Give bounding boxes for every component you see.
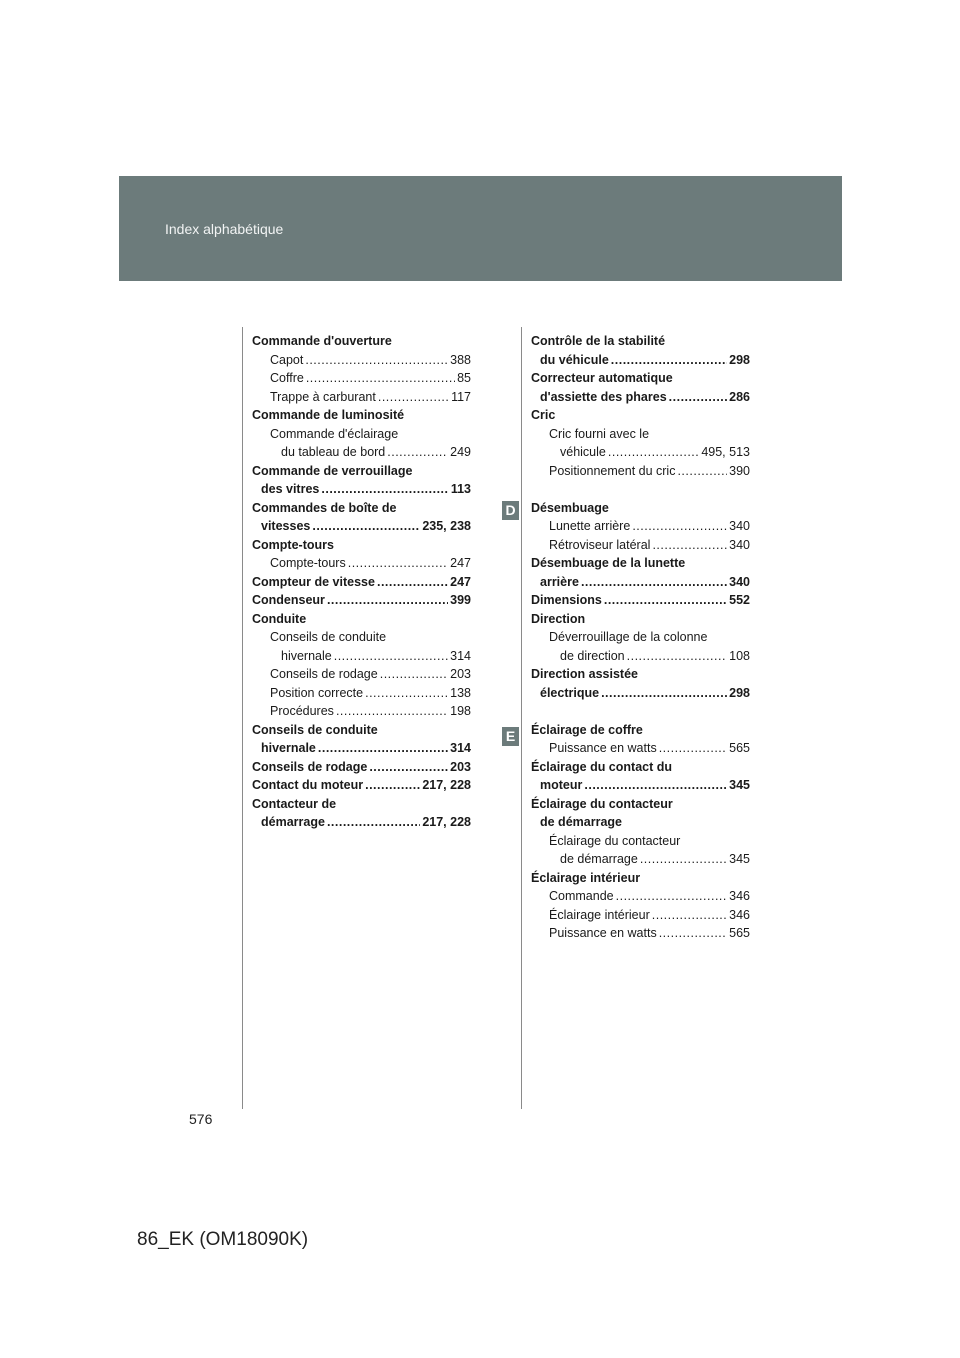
dot-leader [365, 776, 420, 795]
entry-label: Conseils de conduite [270, 628, 471, 647]
entry-label: véhicule [560, 445, 606, 459]
entry-label: Éclairage du contacteur [531, 795, 750, 814]
index-heading [531, 332, 750, 351]
entry-label: Compteur de vitesse [252, 574, 375, 589]
page-reference[interactable]: 340 [729, 537, 750, 552]
entry-label: des vitres [261, 482, 320, 496]
index-heading [252, 425, 471, 444]
entry-label: Trappe à carburant [270, 389, 376, 404]
page-reference[interactable]: 247 [450, 556, 471, 570]
index-heading [252, 332, 471, 351]
index-heading [252, 795, 471, 814]
page-reference[interactable]: 117 [451, 389, 471, 404]
index-entry [531, 647, 750, 666]
index-heading [531, 369, 750, 388]
entry-label: Commande [549, 889, 614, 903]
page-reference[interactable]: 390 [729, 463, 750, 478]
index-entry [531, 739, 750, 758]
index-heading [531, 813, 750, 832]
dot-leader [608, 443, 699, 462]
dot-leader [348, 554, 448, 573]
section-title: Index alphabétique [165, 221, 284, 237]
entry-label: Dimensions [531, 593, 602, 607]
index-heading [252, 406, 471, 425]
index-heading [252, 628, 471, 647]
page-reference[interactable]: 85 [457, 371, 471, 385]
index-entry [252, 369, 471, 388]
index-entry [252, 591, 471, 610]
index-entry [531, 591, 750, 610]
page-reference[interactable]: 249 [450, 445, 471, 459]
index-entry [531, 517, 750, 536]
entry-label: du tableau de bord [281, 445, 386, 459]
page-reference[interactable]: 565 [729, 926, 750, 940]
page-reference[interactable]: 203 [450, 667, 471, 681]
index-entry [252, 665, 471, 684]
index-column-right [531, 332, 750, 943]
page-reference[interactable]: 138 [450, 685, 471, 700]
entry-label: hivernale [261, 741, 316, 755]
dot-leader [305, 351, 448, 370]
page-reference[interactable]: 298 [729, 352, 750, 367]
letter-tab-e: E [502, 727, 519, 746]
dot-leader [318, 739, 448, 758]
dot-leader [652, 906, 727, 925]
page-reference[interactable]: 388 [450, 352, 471, 367]
page-reference[interactable]: 198 [450, 704, 471, 718]
index-entry [252, 647, 471, 666]
entry-label: Commande de luminosité [252, 406, 471, 425]
entry-label: Conseils de conduite [252, 721, 471, 740]
index-entry [531, 887, 750, 906]
page-reference[interactable]: 298 [729, 685, 750, 700]
index-heading [252, 536, 471, 555]
page-reference[interactable]: 495, 513 [701, 445, 750, 459]
dot-leader [377, 573, 448, 592]
index-entry [531, 573, 750, 592]
document-code: 86_EK (OM18090K) [137, 1229, 309, 1250]
page-reference[interactable]: 217, 228 [422, 778, 471, 792]
entry-label: électrique [540, 685, 600, 700]
dot-leader [312, 517, 420, 536]
page-reference[interactable]: 113 [450, 482, 471, 496]
entry-label: Commande de verrouillage [252, 462, 471, 481]
page-reference[interactable]: 345 [729, 778, 750, 792]
index-heading [531, 721, 750, 740]
page-reference[interactable]: 247 [450, 574, 471, 589]
entry-label: Commandes de boîte de [252, 499, 471, 518]
letter-tab-d: D [502, 501, 519, 520]
entry-label: Déverrouillage de la colonne [549, 628, 750, 647]
index-entry [531, 776, 750, 795]
entry-label: Conseils de rodage [252, 759, 368, 774]
entry-label: du véhicule [540, 352, 609, 367]
dot-leader [380, 665, 448, 684]
index-entry [252, 388, 471, 407]
index-heading [531, 665, 750, 684]
page-reference[interactable]: 346 [729, 907, 750, 922]
entry-label: Cric [531, 406, 750, 425]
dot-leader [387, 443, 448, 462]
dot-leader [327, 591, 448, 610]
index-entry [531, 850, 750, 869]
page-reference[interactable]: 235, 238 [422, 519, 471, 533]
index-heading [531, 554, 750, 573]
entry-label: Lunette arrière [549, 519, 631, 533]
dot-leader [378, 388, 449, 407]
index-entry [252, 739, 471, 758]
index-heading [531, 406, 750, 425]
dot-leader [627, 647, 728, 666]
entry-label: Éclairage du contact du [531, 758, 750, 777]
index-heading [531, 869, 750, 888]
entry-label: Positionnement du cric [549, 463, 676, 478]
index-entry [252, 517, 471, 536]
index-heading [531, 628, 750, 647]
page-reference[interactable]: 314 [450, 648, 471, 663]
dot-leader [640, 850, 727, 869]
dot-leader [611, 351, 727, 370]
index-entry [252, 702, 471, 721]
entry-label: de démarrage [540, 813, 750, 832]
entry-label: Contrôle de la stabilité [531, 332, 750, 351]
index-entry [531, 684, 750, 703]
dot-leader [321, 480, 448, 499]
index-entry [252, 443, 471, 462]
index-entry [531, 443, 750, 462]
index-entry [531, 388, 750, 407]
section-gap [531, 702, 750, 721]
index-entry [252, 554, 471, 573]
dot-leader [581, 573, 727, 592]
index-heading [252, 610, 471, 629]
entry-label: Commande d'ouverture [252, 332, 471, 351]
index-entry [531, 462, 750, 481]
entry-label: d'assiette des phares [540, 389, 667, 404]
page-reference[interactable]: 345 [729, 852, 750, 866]
page-reference[interactable]: 565 [729, 741, 750, 755]
index-heading [531, 425, 750, 444]
page-reference[interactable]: 286 [729, 389, 750, 404]
page-reference[interactable]: 340 [729, 574, 750, 589]
entry-label: Désembuage [531, 499, 750, 518]
dot-leader [584, 776, 727, 795]
page-reference[interactable]: 552 [729, 593, 750, 607]
entry-label: Condenseur [252, 593, 325, 607]
dot-leader [306, 369, 455, 388]
entry-label: de direction [560, 648, 625, 663]
page-reference[interactable]: 346 [729, 889, 750, 903]
page-number: 576 [189, 1111, 213, 1127]
index-entry [252, 758, 471, 777]
dot-leader [616, 887, 728, 906]
dot-leader [604, 591, 727, 610]
section-gap [531, 480, 750, 499]
entry-label: Direction [531, 610, 750, 629]
entry-label: Correcteur automatique [531, 369, 750, 388]
dot-leader [632, 517, 727, 536]
entry-label: Direction assistée [531, 665, 750, 684]
entry-label: hivernale [281, 648, 332, 663]
entry-label: Éclairage de coffre [531, 721, 750, 740]
entry-label: démarrage [261, 815, 325, 829]
index-heading [531, 758, 750, 777]
dot-leader [601, 684, 727, 703]
entry-label: Cric fourni avec le [549, 425, 750, 444]
entry-label: arrière [540, 574, 579, 589]
index-heading [531, 610, 750, 629]
index-heading [531, 499, 750, 518]
index-entry [252, 573, 471, 592]
entry-label: Désembuage de la lunette [531, 554, 750, 573]
index-entry [531, 536, 750, 555]
entry-label: Puissance en watts [549, 926, 657, 940]
entry-label: Capot [270, 352, 304, 367]
index-entry [252, 480, 471, 499]
index-entry [252, 684, 471, 703]
index-heading [252, 721, 471, 740]
index-entry [531, 906, 750, 925]
dot-leader [677, 462, 727, 481]
entry-label: Coffre [270, 371, 304, 385]
dot-leader [334, 647, 448, 666]
entry-label: Éclairage intérieur [531, 869, 750, 888]
entry-label: Rétroviseur latéral [549, 537, 651, 552]
dot-leader [659, 924, 727, 943]
entry-label: Commande d'éclairage [270, 425, 471, 444]
entry-label: Puissance en watts [549, 741, 657, 755]
entry-label: Compte-tours [270, 556, 346, 570]
entry-label: Procédures [270, 704, 334, 718]
dot-leader [369, 758, 448, 777]
page-reference[interactable]: 217, 228 [422, 815, 471, 829]
dot-leader [652, 536, 727, 555]
column-divider-right [521, 327, 522, 1109]
entry-label: Contact du moteur [252, 778, 364, 792]
entry-label: Conduite [252, 610, 471, 629]
page-reference[interactable]: 314 [450, 741, 471, 755]
index-entry [252, 813, 471, 832]
dot-leader [327, 813, 420, 832]
dot-leader [659, 739, 727, 758]
entry-label: moteur [540, 778, 583, 792]
entry-label: Éclairage du contacteur [549, 832, 750, 851]
entry-label: Conseils de rodage [270, 667, 378, 681]
entry-label: Éclairage intérieur [549, 907, 650, 922]
dot-leader [365, 684, 448, 703]
page-reference[interactable]: 340 [729, 519, 750, 533]
dot-leader [336, 702, 448, 721]
entry-label: Position correcte [270, 685, 364, 700]
entry-label: Contacteur de [252, 795, 471, 814]
index-heading [531, 832, 750, 851]
index-entry [531, 924, 750, 943]
column-divider-left [242, 327, 243, 1109]
index-entry [252, 776, 471, 795]
entry-label: Compte-tours [252, 536, 471, 555]
index-entry [252, 351, 471, 370]
index-heading [531, 795, 750, 814]
index-heading [252, 462, 471, 481]
entry-label: vitesses [261, 519, 311, 533]
section-header [119, 176, 842, 281]
dot-leader [669, 388, 727, 407]
index-column-left [252, 332, 471, 832]
entry-label: de démarrage [560, 852, 638, 866]
index-entry [531, 351, 750, 370]
page-reference[interactable]: 399 [450, 593, 471, 607]
page-reference[interactable]: 203 [450, 759, 471, 774]
page-reference[interactable]: 108 [729, 648, 750, 663]
index-heading [252, 499, 471, 518]
